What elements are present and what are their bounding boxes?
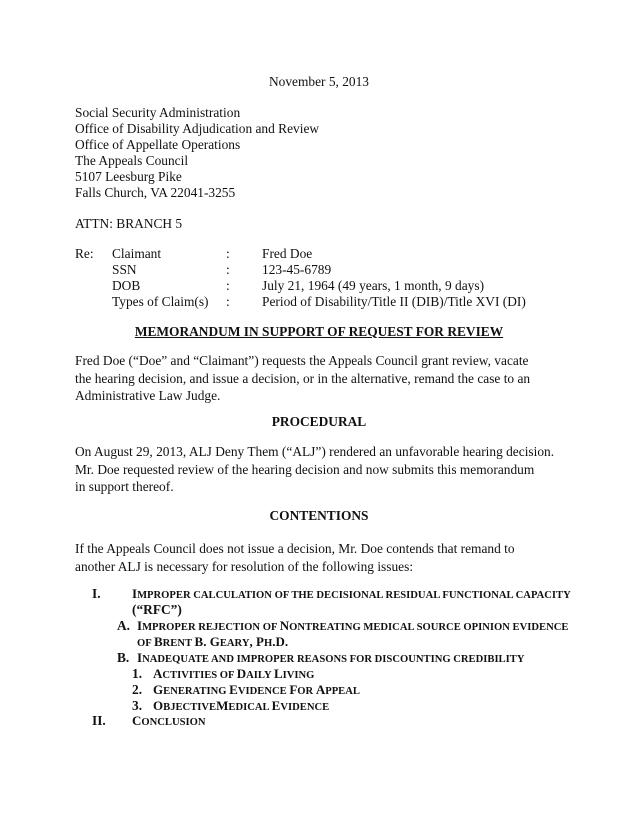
outline-letter-b: B. <box>117 650 130 665</box>
outline-number-1: 1. <box>132 666 143 681</box>
re-value: 123-45-6789 <box>262 262 332 277</box>
outline-item-b: INADEQUATE AND IMPROPER REASONS FOR DISCOUNTING CREDIBILITY <box>137 650 525 665</box>
paragraph-line: Administrative Law Judge. <box>75 388 221 403</box>
outline-item-i-continued: (“RFC”) <box>132 602 182 617</box>
re-label: Re: <box>75 246 94 261</box>
re-sep: : <box>226 278 230 293</box>
outline-number-2: 2. <box>132 682 143 697</box>
paragraph-line: On August 29, 2013, ALJ Deny Them (“ALJ”) rendered an unfavorable hearing decision. <box>75 444 555 459</box>
contentions-heading: CONTENTIONS <box>269 508 369 523</box>
procedural-paragraph <box>75 443 575 496</box>
contentions-paragraph <box>75 540 575 575</box>
paragraph-line: Fred Doe (“Doe” and “Claimant”) requests the Appeals Council grant review, vacate <box>75 353 529 368</box>
address-line: 5107 Leesburg Pike <box>75 169 182 184</box>
outline-number-3: 3. <box>132 698 143 713</box>
outline-sub-item-2: GENERATING EVIDENCE FOR APPEAL <box>153 682 360 697</box>
re-value: Fred Doe <box>262 246 313 261</box>
re-field: SSN <box>112 262 137 277</box>
paragraph-line: Mr. Doe requested review of the hearing decision and now submits this memorandum <box>75 461 535 477</box>
outline-item-i: IMPROPER CALCULATION OF THE DECISIONAL RESIDUAL FUNCTIONAL CAPACITY <box>132 586 571 601</box>
re-value: Period of Disability/Title II (DIB)/Title XVI (DI) <box>262 294 526 309</box>
paragraph-line: another ALJ is necessary for resolution of the following issues: <box>75 558 414 574</box>
paragraph-line: in support thereof. <box>75 479 174 494</box>
recipient-address <box>75 105 319 201</box>
memo-title: MEMORANDUM IN SUPPORT OF REQUEST FOR REVIEW <box>134 324 504 339</box>
address-line: The Appeals Council <box>75 153 189 168</box>
re-field: Types of Claim(s) <box>112 294 209 309</box>
re-sep: : <box>226 262 230 277</box>
outline-sub-item-1: ACTIVITIES OF DAILY LIVING <box>153 666 315 681</box>
outline-item-a: IMPROPER REJECTION OF NONTREATING MEDICAL SOURCE OPINION EVIDENCE <box>137 618 569 633</box>
procedural-heading: PROCEDURAL <box>271 414 367 429</box>
paragraph-line: If the Appeals Council does not issue a decision, Mr. Doe contends that remand to <box>75 541 515 556</box>
re-field: DOB <box>112 278 141 293</box>
re-field: Claimant <box>112 246 162 261</box>
outline-numeral-i: I. <box>92 586 101 601</box>
re-sep: : <box>226 246 230 261</box>
outline-item-a-continued: OF BRENT B. GEARY, PH.D. <box>137 634 289 649</box>
address-line: Falls Church, VA 22041-3255 <box>75 185 236 200</box>
re-sep: : <box>226 294 230 309</box>
address-line: Social Security Administration <box>75 105 241 120</box>
intro-paragraph <box>75 352 575 405</box>
paragraph-line: the hearing decision, and issue a decision, or in the alternative, remand the case to an <box>75 370 531 386</box>
address-line: Office of Disability Adjudication and Review <box>75 121 320 136</box>
address-line: Office of Appellate Operations <box>75 137 241 152</box>
re-value: July 21, 1964 (49 years, 1 month, 9 days) <box>262 278 485 293</box>
outline-letter-a: A. <box>117 618 131 633</box>
attn-line: ATTN: BRANCH 5 <box>75 216 183 231</box>
outline-sub-item-3: OBJECTIVEMEDICAL EVIDENCE <box>153 698 330 713</box>
outline-item-ii: CONCLUSION <box>132 713 206 728</box>
letter-date: November 5, 2013 <box>268 74 370 89</box>
outline-numeral-ii: II. <box>92 713 106 728</box>
